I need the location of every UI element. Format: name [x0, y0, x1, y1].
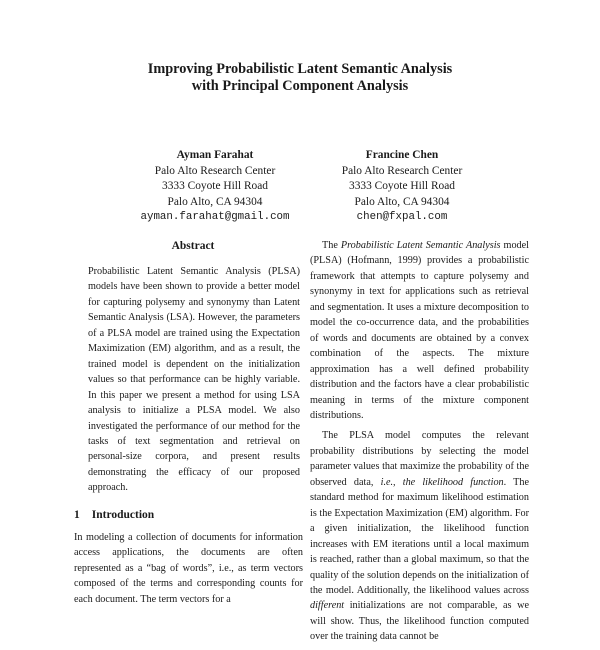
text-run: model (PLSA) (Hofmann, 1999) provides a probabilistic framework that attempts to capture polysemy and synonymy in text for applications such as retrieval and segmentation. It uses a mixture decomposition to model the co-occurrence data, and the probabilities of words and documents are obtained by a convex combination of the aspects. The mixture approximation has a well defined probability distribution and the factors have a clear probabilistic meaning in terms of the mixture component distributions.: [310, 240, 529, 421]
author-city: Palo Alto, CA 94304: [354, 195, 450, 208]
abstract-heading: Abstract: [171, 240, 215, 252]
paragraph-plsa-overview: [310, 238, 529, 423]
paragraph-plsa-training: [310, 428, 529, 644]
section-heading-introduction: [74, 509, 154, 521]
text-run: The PLSA model computes the relevant probability distributions by selecting the model parameter values that maximize the probability of the observed data,: [310, 430, 529, 488]
author-block-1: [110, 148, 320, 226]
author-email[interactable]: ayman.farahat@gmail.com: [140, 211, 290, 223]
title-line-1: Improving Probabilistic Latent Semantic Analysis: [147, 61, 453, 77]
emphasis-run: Probabilistic Latent Semantic Analysis: [340, 240, 501, 251]
author-address: 3333 Coyote Hill Road: [349, 180, 455, 192]
emphasis-run: i.e., the likelihood function: [380, 476, 504, 488]
section-number: 1: [74, 509, 80, 521]
text-run: . The standard method for maximum likelihood estimation is the Expectation Maximization (EM) algorithm. For a given initialization, the likelihood function increases with EM iterations until a local maximum is reached, rather than a global maximum, so that the quality of the solution depends on the initialization of the model. Additionally, the likelihood values across: [310, 476, 529, 596]
author-block-2: [297, 148, 507, 226]
author-city: Palo Alto, CA 94304: [167, 195, 263, 208]
author-affiliation: Palo Alto Research Center: [341, 164, 463, 177]
text-run: The: [322, 240, 341, 251]
author-address: 3333 Coyote Hill Road: [162, 180, 268, 192]
author-name: Francine Chen: [365, 149, 439, 161]
title-line-2: with Principal Component Analysis: [191, 78, 409, 94]
author-name: Ayman Farahat: [176, 149, 254, 161]
paper-title: [0, 61, 600, 95]
emphasis-run: different: [310, 600, 345, 612]
right-column: [310, 238, 529, 650]
section-title: Introduction: [91, 509, 155, 521]
author-email[interactable]: chen@fxpal.com: [356, 211, 448, 223]
text-run: initializations are not comparable, as we will show. Thus, the likelihood function computed over the training data cannot be: [310, 600, 529, 643]
introduction-text: In modeling a collection of documents for information access applications, the documents are often represented as a “bag of words”, i.e., as term vectors composed of the terms and corresponding counts for each document. The term vectors for a: [74, 532, 303, 605]
author-affiliation: Palo Alto Research Center: [154, 164, 276, 177]
abstract-text: Probabilistic Latent Semantic Analysis (PLSA) models have been shown to provide a better model for capturing polysemy and synonymy than Latent Semantic Analysis (LSA). However, the parameters of a PLSA model are trained using the Expectation Maximization (EM) algorithm, and as a result, the trained model is dependent on the initialization values so that performance can be highly variable. In this paper we present a method for using LSA analysis to initialize a PLSA model. We also investigated the performance of our method for the tasks of text segmentation and retrieval on personal-size corpora, and present results demonstrating the efficacy of our proposed approach.: [88, 266, 300, 494]
